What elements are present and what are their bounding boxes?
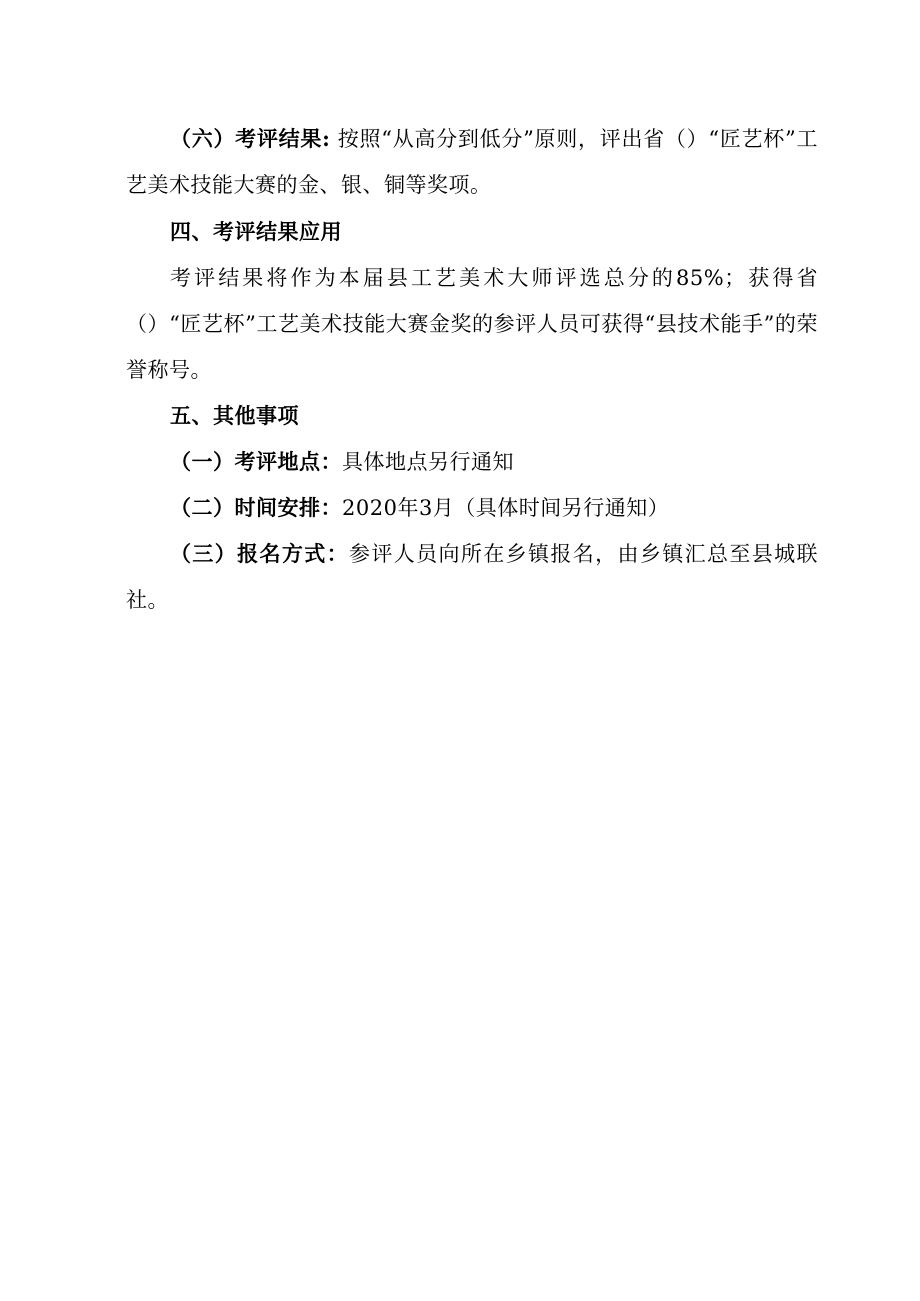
item-2-text: 2020年3月（具体时间另行通知） bbox=[342, 496, 670, 520]
section-6-text: 按照“从高分到低分”原则，评出省（）“匠艺杯”工艺美术技能大赛的金、银、铜等奖项。 bbox=[126, 127, 818, 197]
item-1-label: （一）考评地点： bbox=[170, 449, 342, 474]
heading-4: 四、考评结果应用 bbox=[170, 219, 342, 244]
section-6-paragraph bbox=[126, 116, 818, 208]
item-2-label: （二）时间安排： bbox=[170, 495, 342, 520]
item-2-paragraph bbox=[126, 485, 818, 531]
item-3-text: 参评人员向所在乡镇报名，由乡镇汇总至县城联社。 bbox=[126, 542, 818, 612]
section-4-body: 考评结果将作为本届县工艺美术大师评选总分的85%；获得省（）“匠艺杯”工艺美术技能大赛金奖的参评人员可获得“县技术能手”的荣誉称号。 bbox=[126, 266, 818, 382]
item-3-paragraph bbox=[126, 531, 818, 623]
section-6-label: （六）考评结果 bbox=[170, 126, 323, 151]
item-1-text: 具体地点另行通知 bbox=[342, 450, 514, 474]
section-6-separator: : bbox=[322, 126, 331, 151]
heading-5: 五、其他事项 bbox=[170, 403, 299, 428]
item-3-label: （三）报名方式： bbox=[170, 541, 349, 566]
item-1-paragraph bbox=[126, 439, 818, 485]
